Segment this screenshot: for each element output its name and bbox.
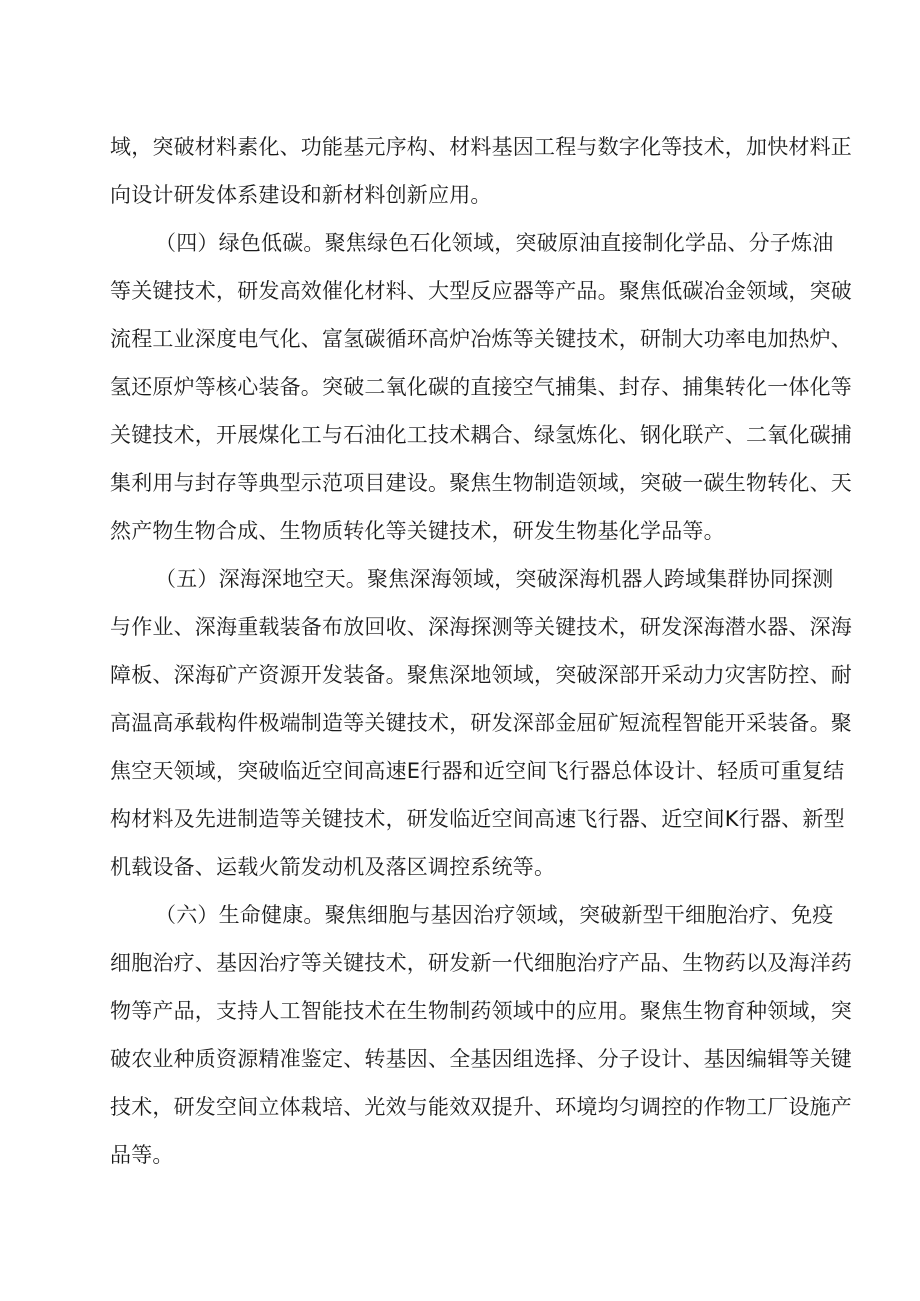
text-line: 焦空天领域，突破临近空间高速E行器和近空间飞行器总体设计、轻质可重复结 [110,759,845,783]
text-line: 障板、深海矿产资源开发装备。聚焦深地领域，突破深部开采动力灾害防控、耐 [110,663,852,687]
text-line: 品等。 [110,1143,174,1167]
text-line: （四）绿色低碳。聚焦绿色石化领域，突破原油直接制化学品、分子炼油 [155,231,834,255]
text-line: 与作业、深海重载装备布放回收、深海探测等关键技术，研发深海潜水器、深海 [110,615,852,639]
text-line: 等关键技术，研发高效催化材料、大型反应器等产品。聚焦低碳冶金领域，突破 [110,279,852,303]
text-line: 向设计研发体系建设和新材料创新应用。 [110,183,492,207]
text-line: 关键技术，开展煤化工与石油化工技术耦合、绿氢炼化、钢化联产、二氧化碳捕 [110,423,852,447]
text-line: 破农业种质资源精准鉴定、转基因、全基因组选择、分子设计、基因编辑等关键 [110,1047,852,1071]
text-line: 技术，研发空间立体栽培、光效与能效双提升、环境均匀调控的作物工厂设施产 [110,1095,852,1119]
paragraph-life-health [110,891,852,1179]
paragraph-deep-sea-space [110,555,852,891]
paragraph-green-low-carbon [110,219,852,555]
text-line: 机载设备、运载火箭发动机及落区调控系统等。 [110,855,556,879]
text-line: 流程工业深度电气化、富氢碳循环高炉冶炼等关键技术，研制大功率电加热炉、 [110,327,852,351]
text-line: 高温高承载构件极端制造等关键技术，研发深部金屈矿短流程智能开采装备。聚 [110,711,852,735]
text-line: （六）生命健康。聚焦细胞与基因治疗领域，突破新型干细胞治疗、免疫 [155,903,834,927]
text-line: 物等产品，支持人工智能技术在生物制药领域中的应用。聚焦生物育种领域，突 [110,999,852,1023]
text-line: 集利用与封存等典型示范项目建设。聚焦生物制造领域，突破一碳生物转化、天 [110,471,852,495]
text-line: 氢还原炉等核心装备。突破二氧化碳的直接空气捕集、封存、捕集转化一体化等 [110,375,852,399]
text-line: 域，突破材料素化、功能基元序构、材料基因工程与数字化等技术，加快材料正 [110,135,852,159]
text-line: 细胞治疗、基因治疗等关键技术，研发新一代细胞治疗产品、生物药以及海洋药 [110,951,852,975]
text-line: 然产物生物合成、生物质转化等关键技术，研发生物基化学品等。 [110,519,725,543]
text-line: （五）深海深地空天。聚焦深海领域，突破深海机器人跨域集群协同探测 [155,567,834,591]
paragraph-continuation [110,123,852,219]
text-line: 构材料及先进制造等关键技术，研发临近空间高速飞行器、近空间K行器、新型 [110,807,845,831]
document-body [110,123,852,1179]
